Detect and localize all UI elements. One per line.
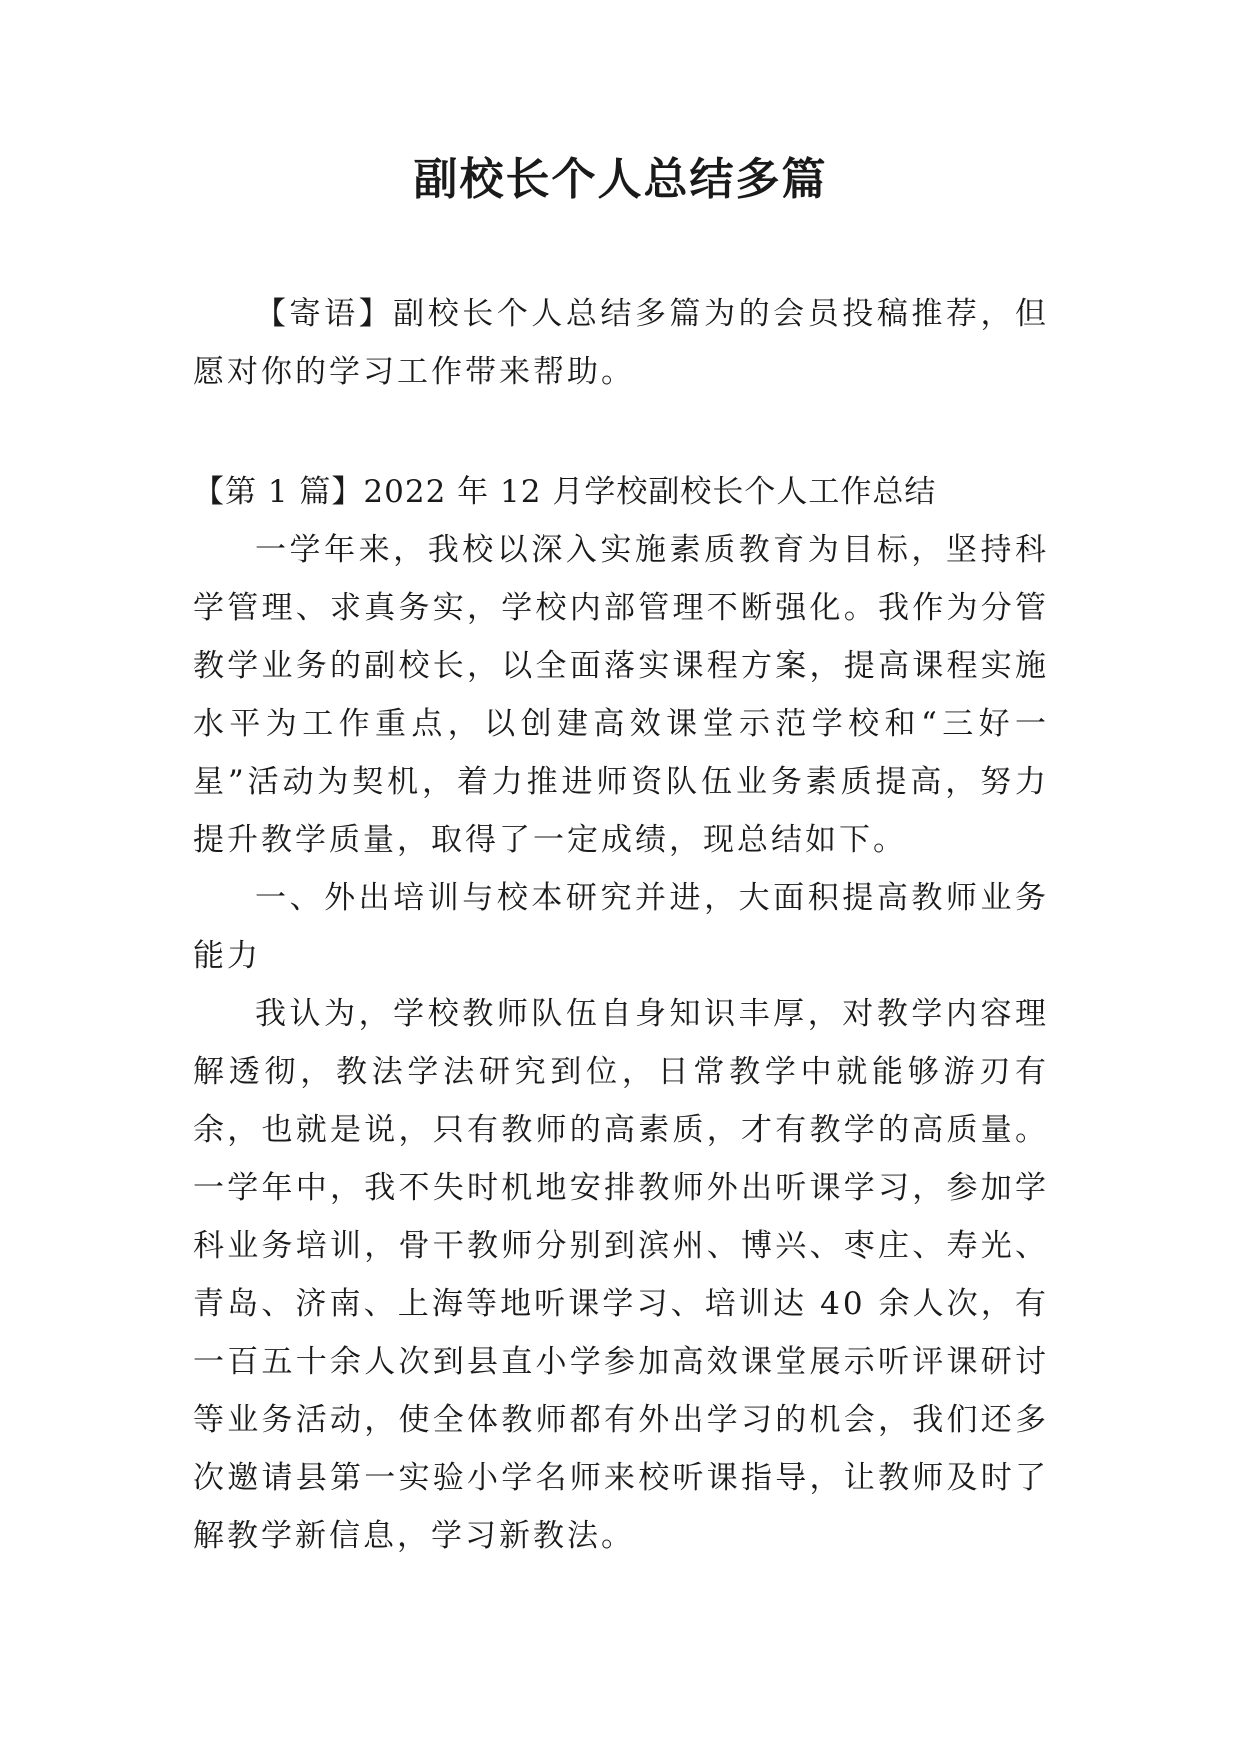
document-title: 副校长个人总结多篇 bbox=[413, 154, 828, 205]
foreword-paragraph: 【寄语】副校长个人总结多篇为的会员投稿推荐，但愿对你的学习工作带来帮助。 bbox=[193, 296, 1049, 390]
body-paragraph-training: 我认为，学校教师队伍自身知识丰厚，对教学内容理解透彻，教法学法研究到位，日常教学中就能够游刃有余，也就是说，只有教师的高素质，才有教学的高质量。一学年中，我不失时机地安排教师外出听课学习，参加学科业务培训，骨干教师分别到滨州、博兴、枣庄、寿光、青岛、济南、上海等地听课学习、培训达 40 余人次，有一百五十余人次到县直小学参加高效课堂展示听评课研讨等业务活动，使全体教师都有外出学习的机会，我们还多次邀请县第一实验小学名师来校听课指导，让教师及时了解教学新信息，学习新教法。 bbox=[193, 996, 1049, 1554]
body-paragraph-intro: 一学年来，我校以深入实施素质教育为目标，坚持科学管理、求真务实，学校内部管理不断强化。我作为分管教学业务的副校长，以全面落实课程方案，提高课程实施水平为工作重点，以创建高效课堂示范学校和“三好一星”活动为契机，着力推进师资队伍业务素质提高，努力提升教学质量，取得了一定成绩，现总结如下。 bbox=[193, 532, 1049, 858]
document-body bbox=[193, 521, 1049, 1565]
subsection-heading: 一、外出培训与校本研究并进，大面积提高教师业务能力 bbox=[193, 880, 1049, 974]
section-heading: 【第 1 篇】2022 年 12 月学校副校长个人工作总结 bbox=[193, 474, 937, 510]
